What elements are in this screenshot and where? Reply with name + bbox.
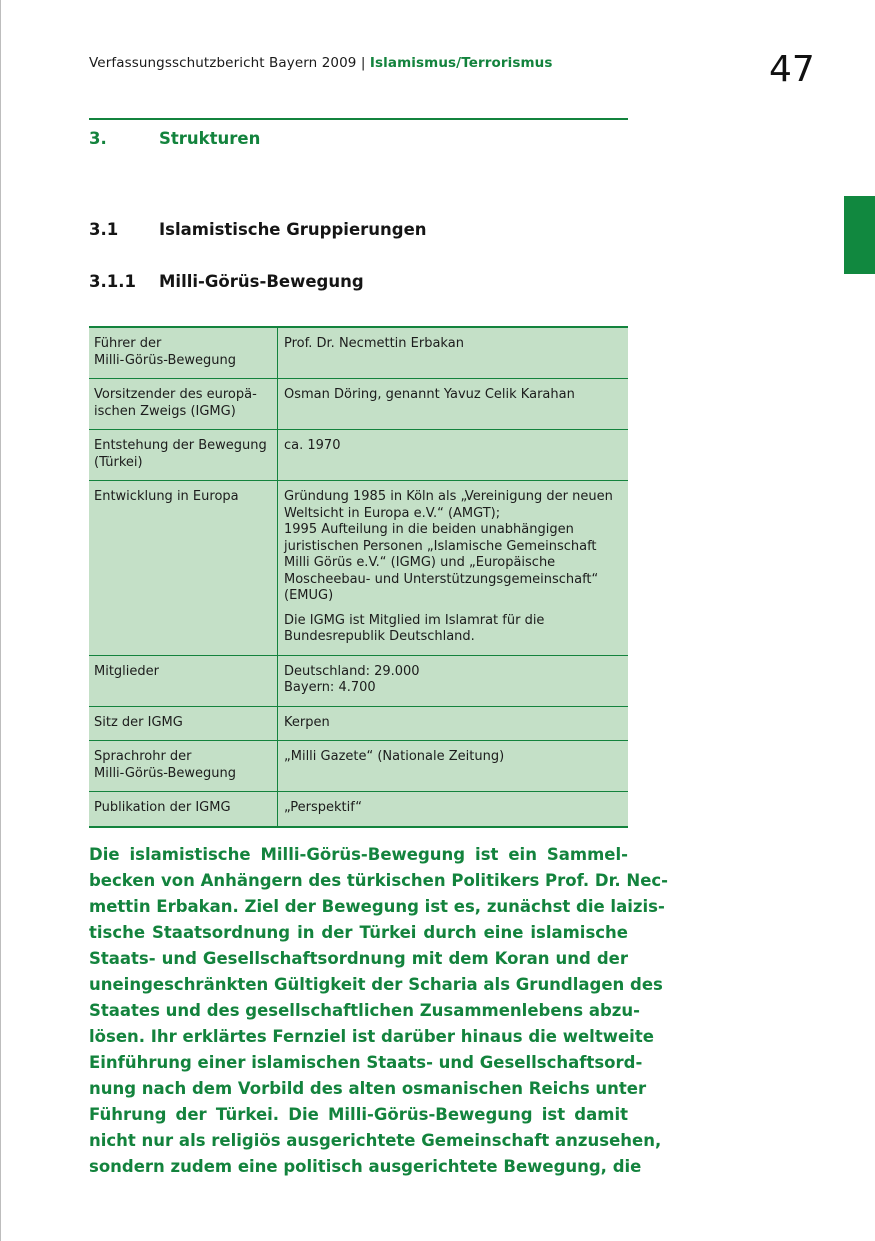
label-line: Sprachrohr der: [94, 749, 192, 764]
body-line: lösen. Ihr erklärtes Fernziel ist darüber hinaus die weltweite: [89, 1027, 654, 1046]
chapter-number: 3.: [89, 129, 107, 148]
label-line: Mitglieder: [94, 663, 159, 679]
row-value: [278, 430, 629, 481]
section-title: Islamistische Gruppierungen: [159, 220, 427, 239]
value-line: Milli Görüs e.V.“ (IGMG) und „Europäische: [284, 555, 556, 570]
body-line: uneingeschränkten Gültigkeit der Scharia als Grundlagen des: [89, 975, 663, 994]
value-line: Bundesrepublik Deutschland.: [284, 629, 475, 644]
body-line: nicht nur als religiös ausgerichtete Gemeinschaft anzusehen,: [89, 1131, 662, 1150]
body-line: Die islamistische Milli-Görüs-Bewegung ist ein Sammel-: [89, 845, 628, 864]
value-paragraph: [284, 336, 622, 353]
row-value: [278, 706, 629, 741]
value-line: „Milli Gazete“ (Nationale Zeitung): [284, 749, 505, 764]
section-rule: [89, 118, 628, 120]
body-line: Staats- und Gesellschaftsordnung mit dem Koran und der: [89, 949, 628, 968]
chapter-heading: [89, 129, 260, 148]
value-line: ca. 1970: [284, 438, 341, 453]
row-value: [278, 741, 629, 792]
report-title: Verfassungsschutzbericht Bayern 2009: [89, 55, 357, 71]
section-heading: [89, 220, 427, 239]
table-row: [89, 706, 628, 741]
value-line: Bayern: 4.700: [284, 680, 376, 695]
value-line: juristischen Personen „Islamische Gemeinschaft: [284, 538, 597, 554]
value-line: Moscheebau- und Unterstützungsgemeinschaft“: [284, 571, 599, 587]
running-header: [89, 55, 553, 71]
value-line: „Perspektif“: [284, 800, 362, 815]
value-line: Die IGMG ist Mitglied im Islamrat für die: [284, 612, 545, 628]
row-value: [278, 327, 629, 379]
row-value: [278, 792, 629, 827]
value-paragraph: [284, 387, 622, 404]
body-line: Staates und des gesellschaftlichen Zusammenlebens abzu-: [89, 1001, 640, 1020]
header-section: Islamismus/Terrorismus: [369, 55, 553, 71]
page-edge-line: [0, 0, 1, 1241]
value-line: (EMUG): [284, 588, 334, 603]
row-label: [89, 481, 278, 656]
body-line: mettin Erbakan. Ziel der Bewegung ist es, zunächst die laizis-: [89, 897, 665, 916]
label-line: Entwicklung in Europa: [94, 489, 239, 504]
table-row: [89, 481, 628, 656]
table-row: [89, 741, 628, 792]
chapter-title: Strukturen: [159, 129, 261, 148]
value-line: 1995 Aufteilung in die beiden unabhängigen: [284, 522, 574, 537]
row-label: [89, 706, 278, 741]
body-line: becken von Anhängern des türkischen Politikers Prof. Dr. Nec-: [89, 871, 669, 890]
value-paragraph: [284, 664, 622, 697]
value-paragraph: [284, 749, 622, 766]
body-line: nung nach dem Vorbild des alten osmanischen Reichs unter: [89, 1079, 647, 1098]
row-label: [89, 741, 278, 792]
row-label: [89, 792, 278, 827]
label-line: Entstehung der Bewegung: [94, 438, 267, 453]
label-line: Milli-Görüs-Bewegung: [94, 765, 236, 781]
row-value: [278, 481, 629, 656]
label-line: Sitz der IGMG: [94, 714, 183, 730]
value-line: Weltsicht in Europa e.V.“ (AMGT);: [284, 505, 501, 521]
value-paragraph: [284, 613, 622, 646]
label-line: (Türkei): [94, 454, 143, 470]
table-row: [89, 379, 628, 430]
value-paragraph: [284, 715, 622, 732]
value-line: Deutschland: 29.000: [284, 663, 420, 679]
body-paragraph: [89, 842, 669, 1180]
label-line: Publikation der IGMG: [94, 800, 231, 815]
value-line: Osman Döring, genannt Yavuz Celik Karahan: [284, 387, 575, 402]
page-number: 47: [769, 49, 815, 90]
chapter-thumb-tab: [844, 196, 875, 274]
value-line: Prof. Dr. Necmettin Erbakan: [284, 336, 464, 351]
row-label: [89, 379, 278, 430]
header-separator: |: [356, 55, 370, 71]
value-paragraph: [284, 489, 622, 605]
table-row: [89, 327, 628, 379]
label-line: Führer der: [94, 336, 162, 351]
subsection-number: 3.1.1: [89, 272, 136, 291]
row-label: [89, 327, 278, 379]
row-value: [278, 379, 629, 430]
section-number: 3.1: [89, 220, 119, 239]
table-row: [89, 655, 628, 706]
value-line: Gründung 1985 in Köln als „Vereinigung der neuen: [284, 489, 613, 504]
table-row: [89, 430, 628, 481]
body-line: Führung der Türkei. Die Milli-Görüs-Bewegung ist damit: [89, 1105, 628, 1124]
label-line: ischen Zweigs (IGMG): [94, 403, 236, 419]
table-row: [89, 792, 628, 827]
fact-table: [89, 326, 628, 828]
subsection-title: Milli-Görüs-Bewegung: [159, 272, 364, 291]
label-line: Vorsitzender des europä-: [94, 387, 257, 402]
value-line: Kerpen: [284, 714, 330, 730]
body-line: sondern zudem eine politisch ausgerichtete Bewegung, die: [89, 1157, 642, 1176]
body-line: tische Staatsordnung in der Türkei durch eine islamische: [89, 923, 628, 942]
row-label: [89, 655, 278, 706]
row-value: [278, 655, 629, 706]
subsection-heading: [89, 272, 364, 291]
label-line: Milli-Görüs-Bewegung: [94, 352, 236, 368]
value-paragraph: [284, 438, 622, 455]
body-line: Einführung einer islamischen Staats- und Gesellschaftsord-: [89, 1053, 643, 1072]
row-label: [89, 430, 278, 481]
value-paragraph: [284, 800, 622, 817]
